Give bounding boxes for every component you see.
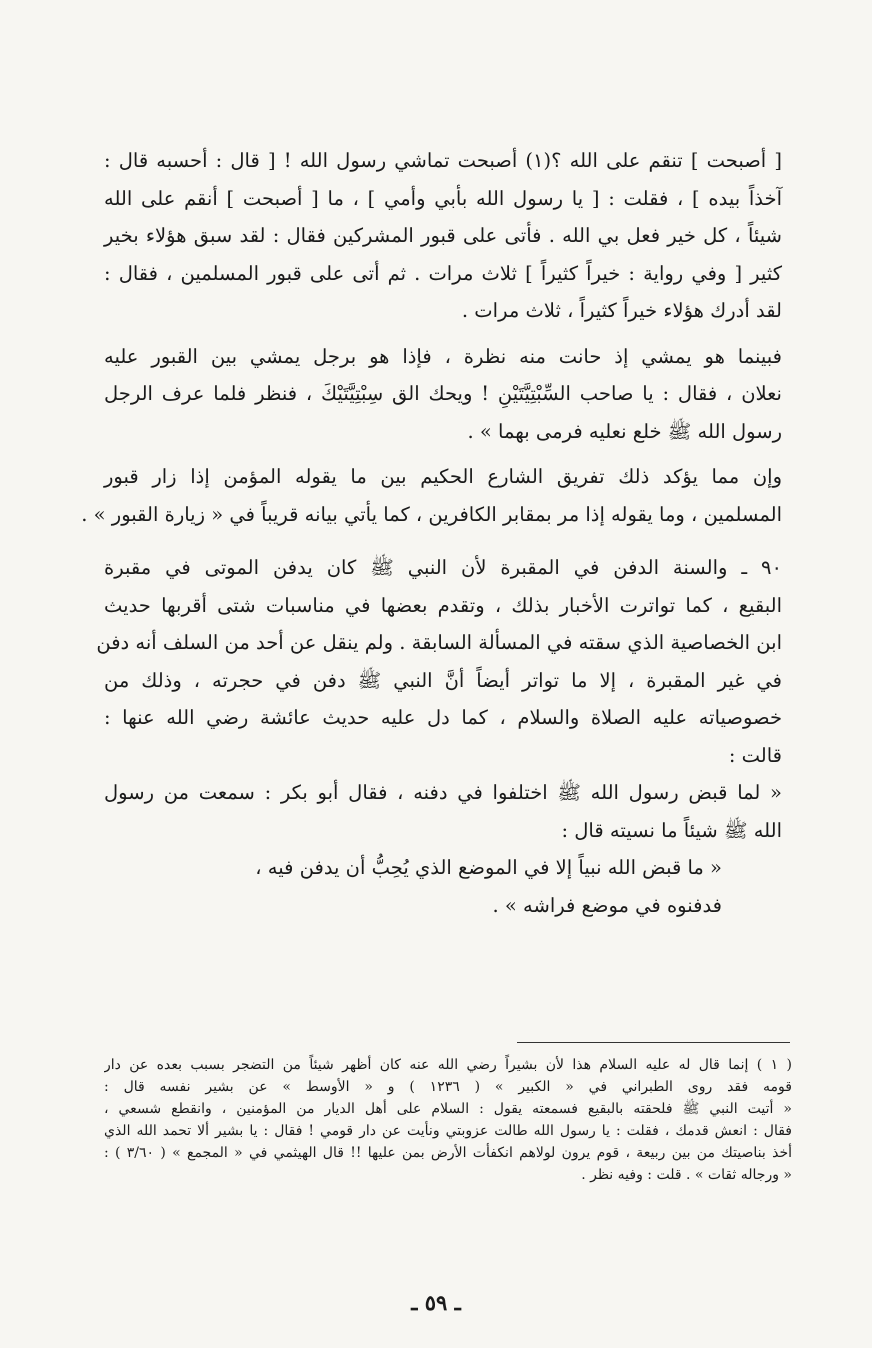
footnote-line: فقال : انعش قدمك ، فقلت : يا رسول الله طالت عزوبتي ونأيت عن دار قومي ! فقال : يا بشير ألا تحمد الله الذي: [104, 1123, 792, 1139]
quote-line: « ما قبض الله نبياً إلا في الموضع الذي يُحِبُّ أن يدفن فيه ،: [255, 856, 722, 879]
footnote-line: قومه فقد روى الطبراني في « الكبير » ( ١٢٣٦ ) و « الأوسط » عن بشير نفسه قال :: [104, 1079, 792, 1095]
text-line: آخذاً بيده ] ، فقلت : [ يا رسول الله بأبي وأمي ] ، ما [ أصبحت ] أنقم على الله: [104, 186, 782, 210]
text-line: البقيع ، كما تواترت الأخبار بذلك ، وتقدم بعضها في مناسبات شتى أقربها حديث: [104, 593, 782, 617]
text-line: « لما قبض رسول الله ﷺ اختلفوا في دفنه ، فقال أبو بكر : سمعت من رسول: [104, 781, 782, 804]
text-line: الله ﷺ شيئاً ما نسيته قال :: [561, 818, 782, 842]
text-line: رسول الله ﷺ خلع نعليه فرمى بهما » .: [467, 419, 782, 443]
footnotes: [104, 1054, 792, 1186]
footnote-line: أخذ بناصيتك من بين ربيعة ، قوم يرون لولاهم انكفأت الأرض بمن عليها !! قال الهيثمي في « المجمع » ( ٣/٦٠ ) :: [104, 1145, 792, 1161]
page-number: ـ ٥٩ ـ: [411, 1290, 461, 1315]
text-line: نعلان ، فقال : يا صاحب السِّبْتِيَّتَيْنِ ! ويحك الق سِبْتِيَّتَيْكَ ، فنظر فلما عرف الرجل: [104, 382, 782, 405]
text-line: وإن مما يؤكد ذلك تفريق الشارع الحكيم بين ما يقوله المؤمن إذا زار قبور: [104, 465, 782, 488]
main-text: [81, 142, 782, 924]
text-line: ابن الخصاصية الذي سقته في المسألة السابقة . ولم ينقل عن أحد من السلف أنه دفن: [96, 631, 782, 654]
quote-line: فدفنوه في موضع فراشه » .: [492, 893, 722, 917]
text-line: فبينما هو يمشي إذ حانت منه نظرة ، فإذا هو برجل يمشي بين القبور عليه: [104, 344, 782, 368]
text-line: كثير [ وفي رواية : خيراً كثيراً ] ثلاث مرات . ثم أتى على قبور المسلمين ، فقال :: [104, 261, 782, 285]
footnote-line: « ورجاله ثقات » . قلت : وفيه نظر .: [581, 1167, 792, 1183]
text-line: لقد أدرك هؤلاء خيراً كثيراً ، ثلاث مرات .: [461, 299, 782, 322]
text-line: شيئاً ، كل خير فعل بي الله . فأتى على قبور المشركين فقال : لقد سبق هؤلاء بخير: [104, 224, 782, 247]
text-line: خصوصياته عليه الصلاة والسلام ، كما دل عليه حديث عائشة رضي الله عنها :: [104, 706, 782, 729]
text-line: في غير المقبرة ، إلا ما تواتر أيضاً أنَّ النبي ﷺ دفن في حجرته ، وذلك من: [104, 668, 782, 692]
text-line: [ أصبحت ] تنقم على الله ؟(١) أصبحت تماشي رسول الله ! [ قال : أحسبه قال :: [104, 149, 782, 172]
text-line: ٩٠ ـ والسنة الدفن في المقبرة لأن النبي ﷺ كان يدفن الموتى في مقبرة: [104, 556, 782, 579]
text-line: قالت :: [728, 743, 782, 767]
footnote-line: « أتيت النبي ﷺ فلحقته بالبقيع فسمعته يقول : السلام على أهل الديار من المؤمنين ، وانقطع شسعي ،: [104, 1101, 792, 1117]
footnote-line: ( ١ ) إنما قال له عليه السلام هذا لأن بشيراً رضي الله عنه كان أظهر شيئاً من التضجر بسبب بعده عن دار: [104, 1057, 792, 1073]
footnote-divider: [517, 1042, 790, 1043]
text-line: المسلمين ، وما يقوله إذا مر بمقابر الكافرين ، كما يأتي بيانه قريباً في « زيارة القبور » .: [81, 502, 782, 526]
